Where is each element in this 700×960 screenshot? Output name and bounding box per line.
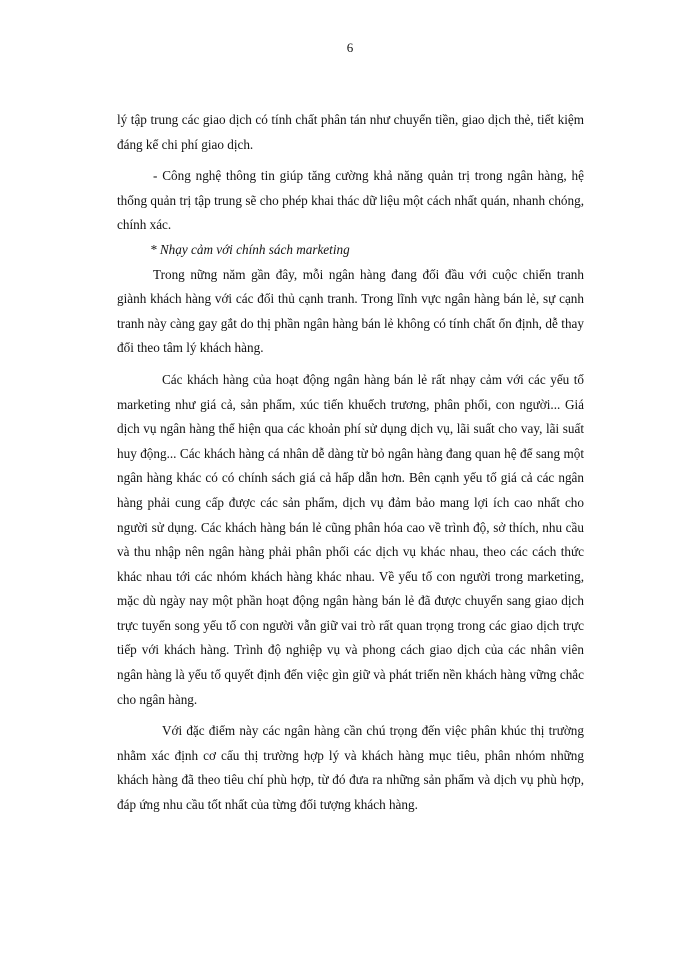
paragraph-it-management: - Công nghệ thông tin giúp tăng cường khả năng quản trị trong ngân hàng, hệ thống quản trị tập trung sẽ cho phép khai thác dữ liệu một cách nhất quán, nhanh chóng, chính xác. bbox=[117, 168, 584, 233]
section-heading-marketing: * Nhạy cảm với chính sách marketing bbox=[150, 241, 350, 257]
paragraph-continuation: lý tập trung các giao dịch có tính chất phân tán như chuyển tiền, giao dịch thẻ, tiết kiệm đáng kể chi phí giao dịch. bbox=[117, 112, 584, 152]
paragraph-marketing-factors: Các khách hàng của hoạt động ngân hàng bán lẻ rất nhạy cảm với các yếu tố marketing như giá cả, sản phẩm, xúc tiến khuếch trương, phân phối, con người... Giá dịch vụ ngân hàng thể hiện qua các khoản phí sử dụng dịch vụ, lãi suất cho vay, lãi suất huy động... Các khách hàng cá nhân dễ dàng từ bỏ ngân hàng đang quan hệ để sang một ngân hàng khác có có chính sách giá cả hấp dẫn hơn. Bên cạnh yếu tố giá cả các ngân hàng phải cung cấp được các sản phẩm, dịch vụ đảm bảo mang lợi ích cao nhất cho người sử dụng. Các khách hàng bán lẻ cũng phân hóa cao về trình độ, sở thích, nhu cầu và thu nhập nên ngân hàng phải phân phối các dịch vụ khác nhau, theo các cách thức khác nhau tới các nhóm khách hàng khác nhau. Về yếu tố con người trong marketing, mặc dù ngày nay một phần hoạt động ngân hàng bán lẻ đã được chuyển sang giao dịch trực tuyến song yếu tố con người vẫn giữ vai trò rất quan trọng trong các giao dịch trực tiếp với khách hàng. Trình độ nghiệp vụ và phong cách giao dịch của các nhân viên ngân hàng là yếu tố quyết định đến việc gìn giữ và phát triển nền khách hàng vững chắc cho ngân hàng. bbox=[117, 371, 584, 707]
paragraph-market-segmentation: Với đặc điểm này các ngân hàng cần chú trọng đến việc phân khúc thị trường nhằm xác định cơ cấu thị trường hợp lý và khách hàng mục tiêu, phân nhóm những khách hàng đã theo tiêu chí phù hợp, từ đó đưa ra những sản phẩm và dịch vụ phù hợp, đáp ứng nhu cầu tốt nhất của từng đối tượng khách hàng. bbox=[117, 723, 584, 813]
document-body bbox=[117, 108, 584, 818]
paragraph-competition: Trong nững năm gần đây, mỗi ngân hàng đang đối đầu với cuộc chiến tranh giành khách hàng với các đối thủ cạnh tranh. Trong lĩnh vực ngân hàng bán lẻ, sự cạnh tranh này càng gay gắt do thị phần ngân hàng bán lẻ không có tính chất ổn định, dễ thay đổi theo tâm lý khách hàng. bbox=[117, 266, 584, 356]
page-number: 6 bbox=[346, 40, 354, 55]
